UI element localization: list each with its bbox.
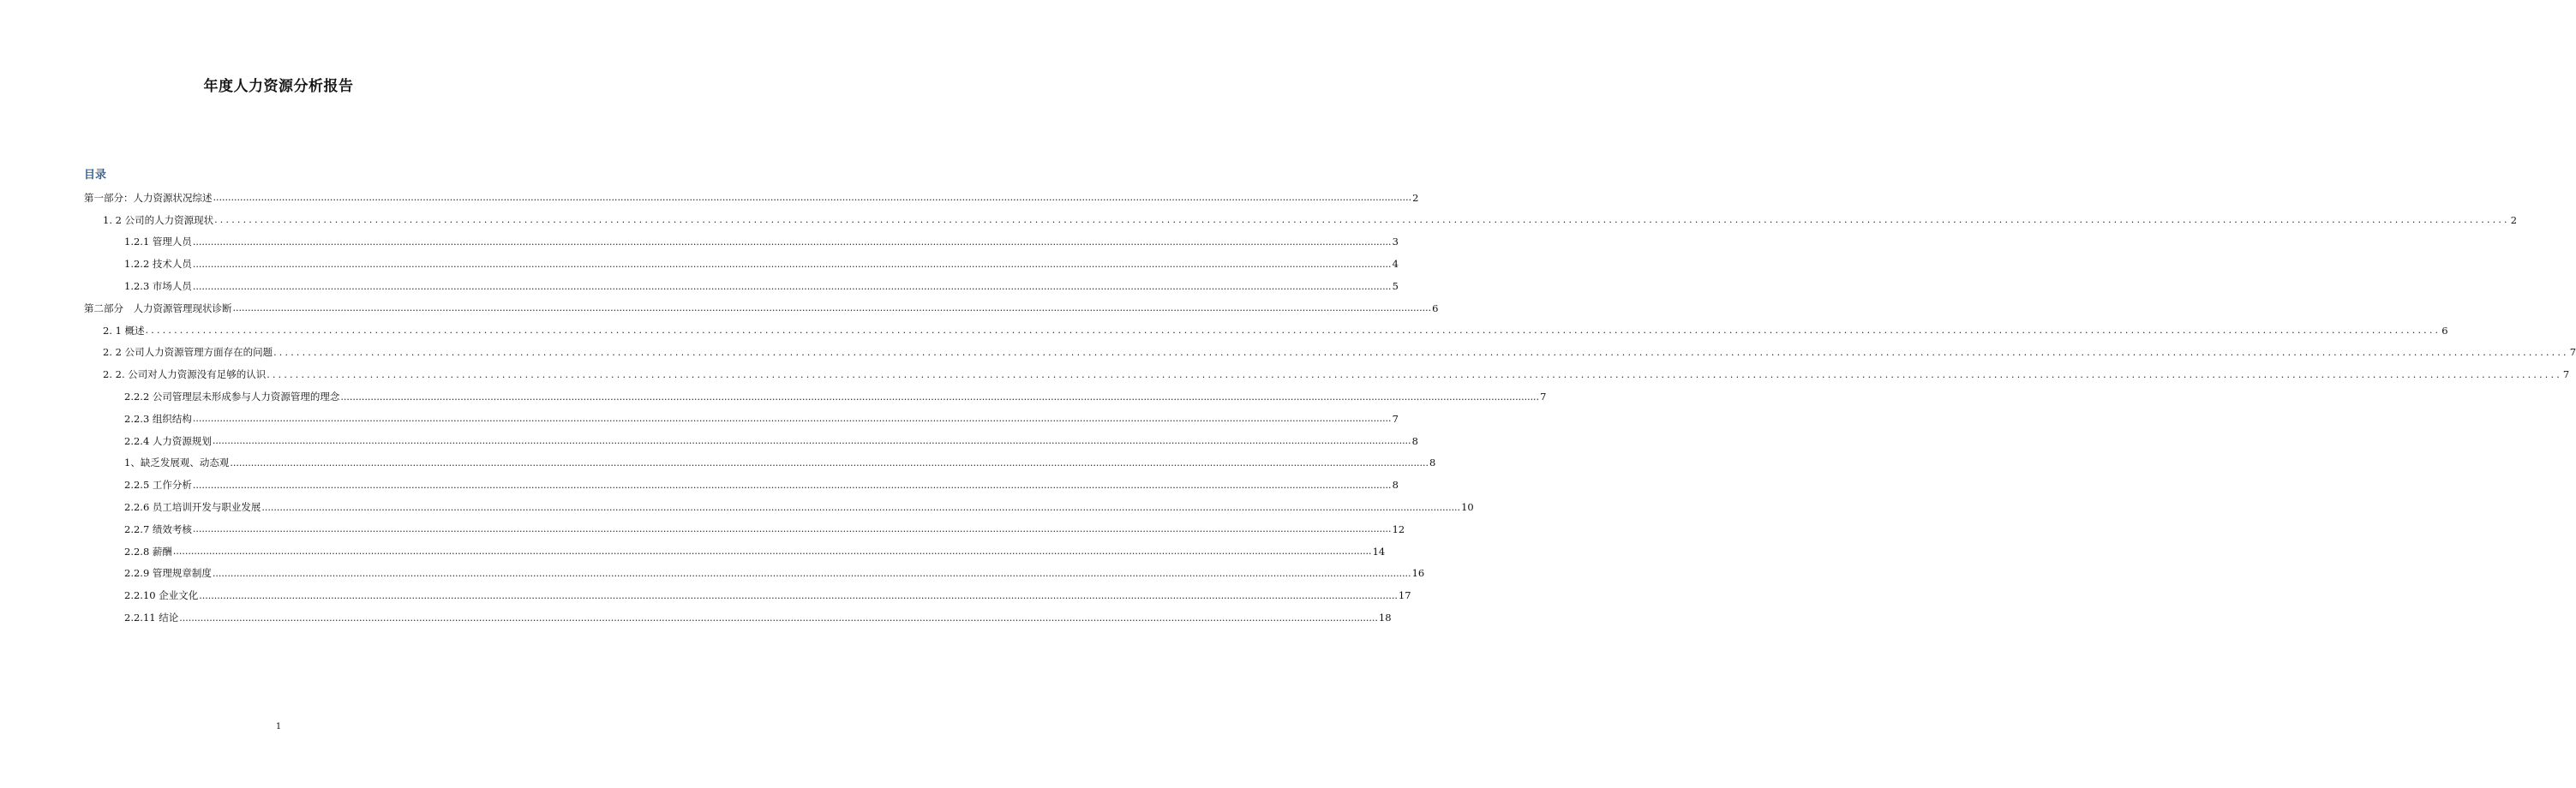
toc-leader-dots: ................................................................................................................................................................................................................................................................................................................................................................................................................: [192, 258, 1392, 270]
toc-entry-title: 2.2.5 工作分析: [124, 479, 192, 492]
toc-entry[interactable]: [103, 363, 2570, 385]
toc-leader-dots: ................................................................................................................................................................................................................................................................................................................................................................................................................: [213, 192, 1412, 204]
toc-entry-page: 16: [1411, 567, 1425, 580]
toc-entry-title: 2.2.7 绩效考核: [124, 522, 192, 535]
toc-entry[interactable]: [103, 209, 2518, 231]
toc-entry-title: 2.2.6 员工培训开发与职业发展: [124, 501, 261, 514]
toc-leader-dots: ................................................................................................................................................................................................................................................................................................................................................................................................................: [172, 546, 1372, 558]
toc-leader-dots: ................................................................................................................................................................................................................................................................................................................................................................................................................: [261, 501, 1461, 513]
toc-entry-page: 14: [1372, 545, 1386, 558]
toc-entry[interactable]: [124, 518, 1405, 540]
toc-entry-title: 1.2.2 技术人员: [124, 258, 192, 271]
table-of-contents: [0, 187, 2576, 629]
toc-leader-dots: ................................................................................................................................................................................................................................................................................................................................................................................................................: [212, 435, 1411, 447]
toc-entry[interactable]: [124, 606, 1392, 629]
toc-entry-page: 8: [1392, 479, 1399, 492]
toc-entry-title: 2.2.8 薪酬: [124, 545, 172, 558]
page-number: 1: [275, 722, 282, 731]
toc-entry[interactable]: [124, 408, 1399, 430]
toc-leader-dots: ................................................................................................................................................................................................................................................................................................................................................................................................................: [267, 368, 2562, 380]
toc-entry-page: 4: [1392, 258, 1399, 271]
toc-entry-page: 17: [1398, 589, 1411, 602]
toc-entry-page: 3: [1392, 236, 1399, 248]
toc-entry-title: 2.2.10 企业文化: [124, 589, 199, 602]
toc-entry[interactable]: [124, 275, 1399, 297]
toc-entry[interactable]: [103, 342, 2576, 364]
toc-entry-page: 8: [1429, 457, 1436, 469]
toc-entry-title: 2. 2. 公司对人力资源没有足够的认识: [103, 368, 267, 381]
toc-leader-dots: ................................................................................................................................................................................................................................................................................................................................................................................................................: [192, 280, 1392, 292]
toc-entry-title: 第一部分：人力资源状况综述: [84, 191, 213, 204]
toc-leader-dots: ................................................................................................................................................................................................................................................................................................................................................................................................................: [230, 457, 1429, 469]
toc-entry-page: 7: [2562, 368, 2570, 381]
toc-entry-title: 1.2.3 市场人员: [124, 280, 192, 293]
toc-entry-title: 第二部分 人力资源管理现状诊断: [84, 301, 232, 314]
toc-leader-dots: ................................................................................................................................................................................................................................................................................................................................................................................................................: [212, 567, 1411, 579]
toc-leader-dots: ................................................................................................................................................................................................................................................................................................................................................................................................................: [192, 236, 1392, 248]
toc-entry-title: 2.2.2 公司管理层未形成参与人力资源管理的理念: [124, 391, 340, 403]
toc-entry-page: 2: [2510, 213, 2518, 226]
toc-entry-page: 8: [1411, 434, 1418, 447]
toc-entry[interactable]: [124, 584, 1411, 606]
toc-entry-page: 7: [2569, 346, 2576, 359]
toc-entry[interactable]: [124, 385, 1547, 408]
toc-entry-title: 2.2.11 结论: [124, 612, 179, 624]
toc-entry-title: 1、缺乏发展观、动态观: [124, 457, 230, 469]
toc-entry-title: 2.2.3 组织结构: [124, 412, 192, 425]
toc-entry-page: 6: [2441, 324, 2448, 337]
toc-leader-dots: ................................................................................................................................................................................................................................................................................................................................................................................................................: [214, 214, 2510, 226]
toc-entry-page: 5: [1392, 280, 1399, 293]
toc-entry[interactable]: [124, 253, 1399, 275]
toc-entry[interactable]: [124, 474, 1399, 496]
toc-leader-dots: ................................................................................................................................................................................................................................................................................................................................................................................................................: [232, 302, 1432, 314]
toc-entry[interactable]: [124, 452, 1436, 475]
toc-entry-page: 6: [1432, 301, 1439, 314]
toc-heading: 目录: [84, 169, 107, 182]
toc-entry[interactable]: [84, 187, 1419, 209]
toc-leader-dots: ................................................................................................................................................................................................................................................................................................................................................................................................................: [192, 479, 1392, 491]
toc-entry[interactable]: [124, 496, 1474, 518]
toc-leader-dots: ................................................................................................................................................................................................................................................................................................................................................................................................................: [145, 325, 2441, 337]
toc-leader-dots: ................................................................................................................................................................................................................................................................................................................................................................................................................: [179, 612, 1378, 624]
document-title: 年度人力资源分析报告: [203, 78, 354, 95]
toc-entry-page: 10: [1461, 501, 1474, 514]
toc-entry[interactable]: [124, 563, 1425, 585]
toc-entry[interactable]: [124, 430, 1418, 452]
toc-entry[interactable]: [124, 231, 1399, 254]
toc-entry[interactable]: [124, 540, 1386, 563]
toc-entry-title: 2. 1 概述: [103, 324, 145, 337]
toc-entry-title: 2.2.4 人力资源规划: [124, 434, 212, 447]
toc-entry-page: 7: [1540, 391, 1547, 403]
toc-leader-dots: ................................................................................................................................................................................................................................................................................................................................................................................................................: [192, 523, 1392, 535]
toc-leader-dots: ................................................................................................................................................................................................................................................................................................................................................................................................................: [273, 346, 2569, 358]
toc-leader-dots: ................................................................................................................................................................................................................................................................................................................................................................................................................: [199, 589, 1398, 601]
toc-entry-title: 1.2.1 管理人员: [124, 236, 192, 248]
toc-entry[interactable]: [84, 297, 1439, 319]
toc-entry[interactable]: [103, 319, 2448, 342]
toc-entry-page: 2: [1412, 191, 1419, 204]
toc-entry-page: 7: [1392, 412, 1399, 425]
toc-entry-title: 1. 2 公司的人力资源现状: [103, 213, 214, 226]
toc-entry-page: 12: [1392, 522, 1405, 535]
toc-leader-dots: ................................................................................................................................................................................................................................................................................................................................................................................................................: [192, 413, 1392, 425]
toc-entry-title: 2.2.9 管理规章制度: [124, 567, 212, 580]
toc-entry-title: 2. 2 公司人力资源管理方面存在的问题: [103, 346, 273, 359]
toc-leader-dots: ................................................................................................................................................................................................................................................................................................................................................................................................................: [340, 391, 1540, 403]
toc-entry-page: 18: [1378, 612, 1392, 624]
